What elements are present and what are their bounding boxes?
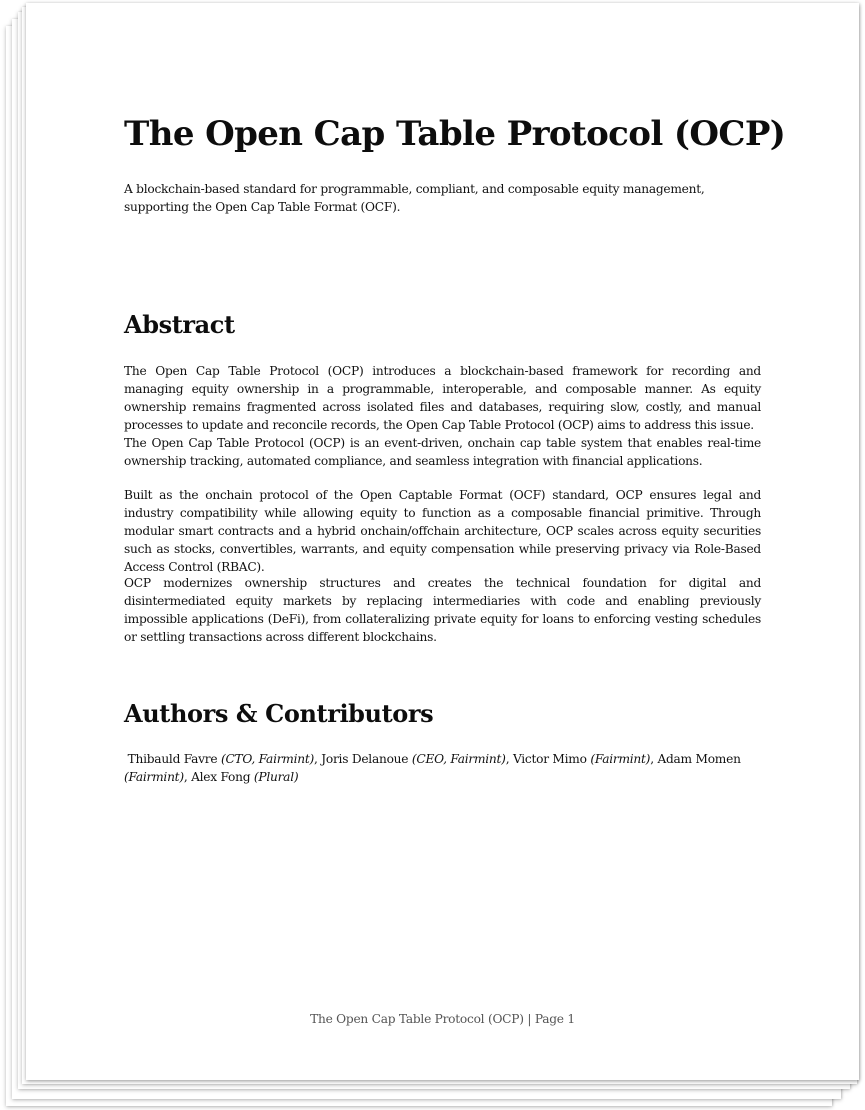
author-role: (Fairmint) — [590, 752, 651, 766]
abstract-heading: Abstract — [124, 310, 235, 339]
document-subtitle: A blockchain-based standard for programmable, compliant, and composable equity management, supporting the Open Cap Table Format (OCF). — [124, 182, 705, 214]
author-separator: , — [650, 752, 658, 766]
abstract-paragraph-1-part-1: The Open Cap Table Protocol (OCP) introduces a blockchain-based framework for recording and managing equity ownership in a programmable, interoperable, and composable manner. As equity ownership remains fragmented across isolated files and databases, requiring slow, costly, and manual processes to update and reconcile records, the Open Cap Table Protocol (OCP) aims to address this issue. — [124, 364, 761, 432]
abstract-paragraph-2: Built as the onchain protocol of the Open Captable Format (OCF) standard, OCP ensures legal and industry compatibility while allowing equity to function as a composable financial primitive. Through modular smart contracts and a hybrid onchain/offchain architecture, OCP scales across equity securities such as stocks, convertibles, warrants, and equity compensation while preserving privacy via Role-Based Access Control (RBAC). — [124, 488, 761, 574]
author-separator: , — [314, 752, 322, 766]
author-name: Adam Momen — [657, 752, 741, 766]
author-role: (CTO, Fairmint) — [220, 752, 314, 766]
abstract-paragraph-1-part-2: The Open Cap Table Protocol (OCP) is an event-driven, onchain cap table system that enables real-time ownership tracking, automated compliance, and seamless integration with financial applications. — [124, 436, 761, 468]
abstract-paragraph-3: OCP modernizes ownership structures and creates the technical foundation for digital and disintermediated equity markets by replacing intermediaries with code and enabling previously impossible applications (DeFi), from collateralizing private equity for loans to enforcing vesting schedules or settling transactions across different blockchains. — [124, 576, 761, 644]
page-footer: The Open Cap Table Protocol (OCP) | Page 1 — [310, 1012, 575, 1026]
abstract-paragraph-1 — [124, 362, 761, 470]
author-role: (Plural) — [253, 770, 299, 784]
author-name: Alex Fong — [191, 770, 251, 784]
author-role: (CEO, Fairmint) — [411, 752, 506, 766]
author-separator: , — [505, 752, 513, 766]
author-role: (Fairmint) — [124, 770, 184, 784]
document-page — [26, 3, 859, 1080]
document-title: The Open Cap Table Protocol (OCP) — [124, 114, 786, 154]
authors-list — [124, 750, 761, 786]
author-name: Victor Mimo — [512, 752, 587, 766]
authors-heading: Authors & Contributors — [124, 699, 434, 728]
author-name: Joris Delanoue — [321, 752, 409, 766]
author-name: Thibauld Favre — [127, 752, 218, 766]
author-separator: , — [183, 770, 192, 784]
